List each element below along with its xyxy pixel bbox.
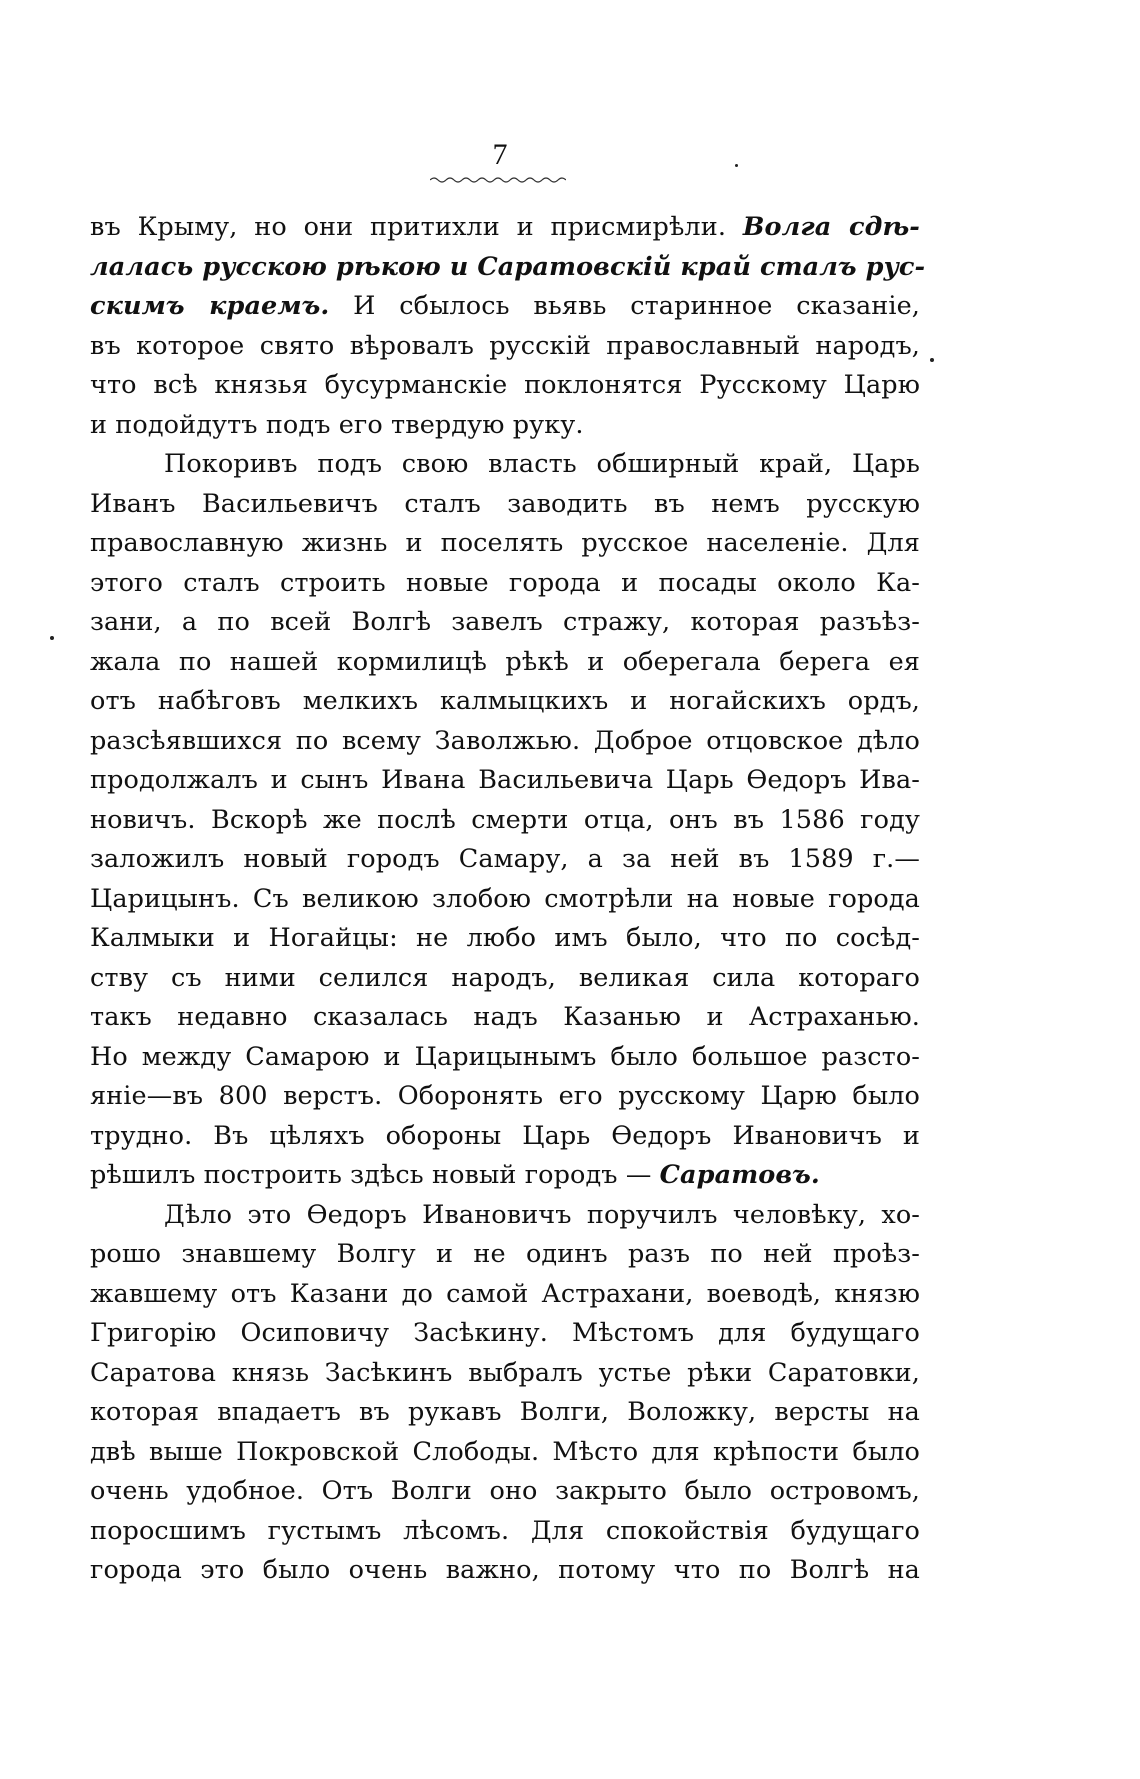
text-line: такъ недавно сказалась надъ Казанью и Астраханью. [90,1002,920,1032]
italic-segment: Саратовъ. [659,1160,820,1190]
text-line: жала по нашей кормилицѣ рѣкѣ и оберегала берега ея [90,646,920,677]
text-line: и подойдутъ подъ его твердую руку. [90,409,584,440]
text-line: Дѣло это Өедоръ Ивановичъ поручилъ человѣку, хо- [164,1199,920,1230]
text-line: Калмыки и Ногайцы: не любо имъ было, что по сосѣд- [90,923,920,953]
text-line: заложилъ новый городъ Самару, а за ней въ 1589 г.— [90,844,920,874]
italic-segment: скимъ краемъ. [90,291,330,321]
speck-right [930,358,934,362]
text-line: города это было очень важно, потому что по Волгѣ на [90,1555,920,1585]
ornament-divider [430,176,566,184]
text-line: Царицынъ. Съ великою злобою смотрѣли на новые города [90,883,920,914]
text-line: рошо знавшему Волгу и не одинъ разъ по ней проѣз- [90,1239,920,1269]
text-line: ству съ ними селился народъ, великая сила котораго [90,962,920,993]
text-line: отъ набѣговъ мелкихъ калмыцкихъ и ногайскихъ ордъ, [90,686,920,716]
text-line: трудно. Въ цѣляхъ обороны Царь Өедоръ Ивановичъ и [90,1120,920,1151]
text-line: Но между Самарою и Царицынымъ было большое разсто- [90,1041,920,1072]
italic-segment: Волга сдѣ- [742,212,920,242]
text-line: Григорію Осиповичу Засѣкину. Мѣстомъ для будущаго [90,1318,920,1348]
speck-left [50,636,54,640]
text-line: Покоривъ подъ свою власть обширный край, Царь [164,449,920,479]
text-segment: рѣшилъ построить здѣсь новый городъ — [90,1160,660,1190]
text-line: что всѣ князья бусурманскіе поклонятся Русскому Царю [90,370,920,400]
text-line: жавшему отъ Казани до самой Астрахани, воеводѣ, князю [90,1278,920,1309]
text-line: Иванъ Васильевичъ сталъ заводить въ немъ русскую [90,488,920,519]
text-line: яніе—въ 800 верстъ. Оборонять его русскому Царю было [90,1081,920,1111]
text-segment: въ Крыму, но они притихли и присмирѣли. [90,212,743,242]
text-line: продолжалъ и сынъ Ивана Васильевича Царь Өедоръ Ива- [90,765,920,795]
text-line: въ которое свято вѣровалъ русскій православный народъ, [90,330,920,361]
text-line: лалась русскою рѣкою и Саратовскій край сталъ рус- [90,251,926,282]
text-line: двѣ выше Покровской Слободы. Мѣсто для крѣпости было [90,1436,920,1467]
text-line: поросшимъ густымъ лѣсомъ. Для спокойствія будущаго [90,1515,920,1546]
text-line: которая впадаетъ въ рукавъ Волги, Воложку, версты на [90,1397,920,1427]
text-line [90,1156,920,1196]
text-segment: И сбылось вьявь старинное сказаніе, [329,291,921,321]
speck-top [735,164,738,167]
text-line [90,287,920,327]
text-line: разсѣявшихся по всему Заволжью. Доброе отцовское дѣло [90,725,920,756]
text-line: этого сталъ строить новые города и посады около Ка- [90,567,920,598]
text-line: православную жизнь и поселять русское населеніе. Для [90,528,920,558]
body-text [90,208,926,1591]
text-line [90,208,920,248]
page-number: 7 [492,138,508,171]
text-line: очень удобное. Отъ Волги оно закрыто было островомъ, [90,1476,920,1506]
text-line: Саратова князь Засѣкинъ выбралъ устье рѣки Саратовки, [90,1357,920,1388]
text-line: новичъ. Вскорѣ же послѣ смерти отца, онъ въ 1586 году [90,804,920,835]
text-line: зани, а по всей Волгѣ завелъ стражу, которая разъѣз- [90,607,920,637]
